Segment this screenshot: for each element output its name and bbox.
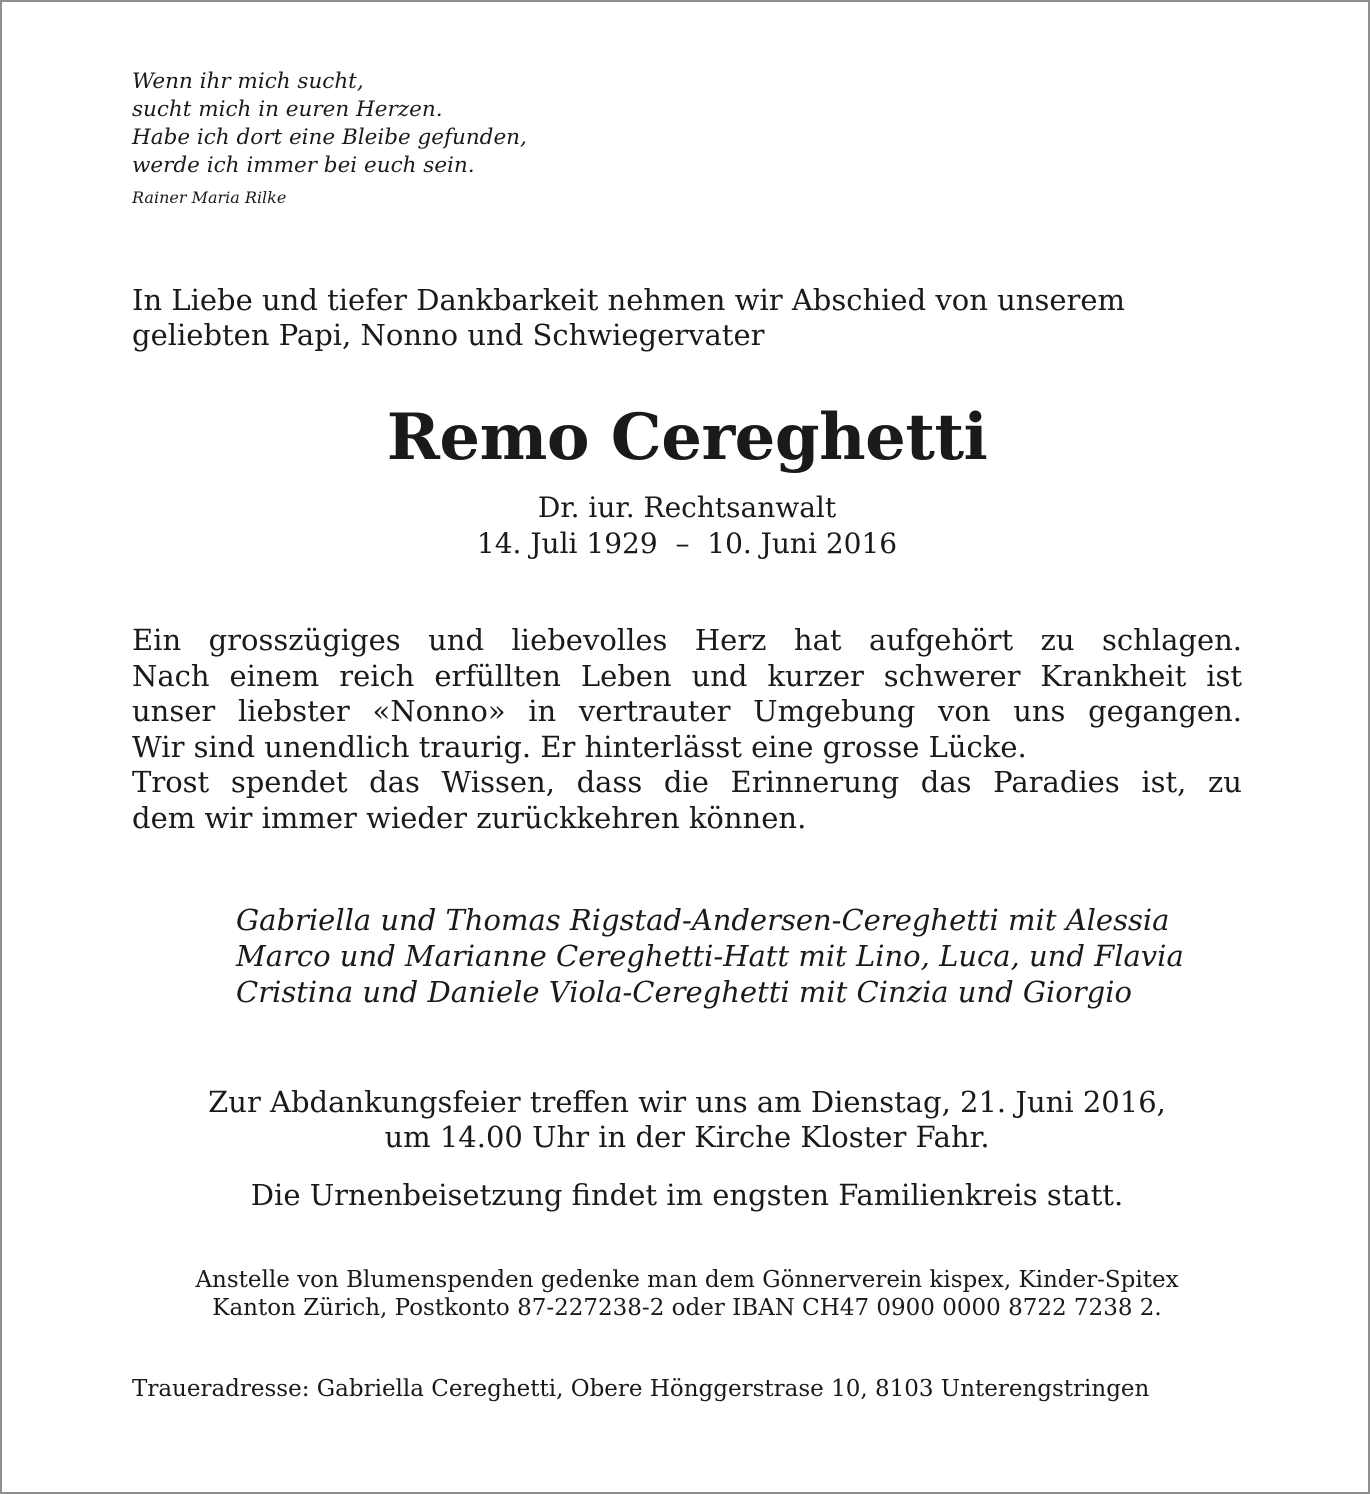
message-line: Nach einem reich erfüllten Leben und kurzer schwerer Krankheit ist: [132, 658, 1242, 693]
poem-quote: [132, 68, 527, 208]
message-line: dem wir immer wieder zurückkehren können.: [132, 800, 807, 835]
poem-line: sucht mich in euren Herzen.: [132, 97, 443, 122]
family-line: Cristina und Daniele Viola-Cereghetti mit Cinzia und Giorgio: [236, 975, 1132, 1009]
deceased-dates: 14. Juli 1929 – 10. Juni 2016: [476, 527, 898, 560]
intro-text: [132, 283, 1242, 353]
deceased-profession: Dr. iur. Rechtsanwalt: [537, 491, 837, 524]
message-line: unser liebster «Nonno» in vertrauter Umgebung von uns gegangen.: [132, 694, 1242, 728]
intro-line: geliebten Papi, Nonno und Schwiegervater: [132, 318, 765, 352]
poem-line: werde ich immer bei euch sein.: [132, 153, 475, 178]
message-line: Ein grosszügiges und liebevolles Herz hat aufgehört zu schlagen.: [132, 623, 1242, 657]
donation-note: [132, 1266, 1242, 1322]
message-line: Trost spendet das Wissen, dass die Erinnerung das Paradies ist, zu: [132, 765, 1242, 799]
mourning-address: Traueradresse: Gabriella Cereghetti, Obere Hönggerstrase 10, 8103 Unterengstringen: [132, 1376, 1150, 1402]
deceased-details: [132, 490, 1242, 562]
ceremony-line: Zur Abdankungsfeier treffen wir uns am Dienstag, 21. Juni 2016,: [208, 1085, 1166, 1119]
poem-line: Habe ich dort eine Bleibe gefunden,: [132, 125, 527, 150]
family-line: Gabriella und Thomas Rigstad-Andersen-Cereghetti mit Alessia: [236, 903, 1170, 937]
donation-line: Anstelle von Blumenspenden gedenke man dem Gönnerverein kispex, Kinder-Spitex: [195, 1267, 1179, 1293]
poem-line: Wenn ihr mich sucht,: [132, 69, 364, 94]
message-text: [132, 623, 1242, 836]
donation-line: Kanton Zürich, Postkonto 87-227238-2 oder IBAN CH47 0900 0000 8722 7238 2.: [212, 1295, 1162, 1321]
deceased-name: Remo Cereghetti: [386, 400, 988, 475]
intro-line: In Liebe und tiefer Dankbarkeit nehmen wir Abschied von unserem: [132, 283, 1126, 317]
message-line: Wir sind unendlich traurig. Er hinterlässt eine grosse Lücke.: [132, 729, 1027, 764]
ceremony-line: um 14.00 Uhr in der Kirche Kloster Fahr.: [384, 1120, 990, 1154]
poem-author: Rainer Maria Rilke: [132, 188, 287, 207]
family-line: Marco und Marianne Cereghetti-Hatt mit Lino, Luca, und Flavia: [236, 939, 1184, 973]
family-members: [236, 902, 1246, 1010]
ceremony-info: [132, 1085, 1242, 1155]
urn-burial-note: Die Urnenbeisetzung findet im engsten Familienkreis statt.: [250, 1178, 1124, 1212]
